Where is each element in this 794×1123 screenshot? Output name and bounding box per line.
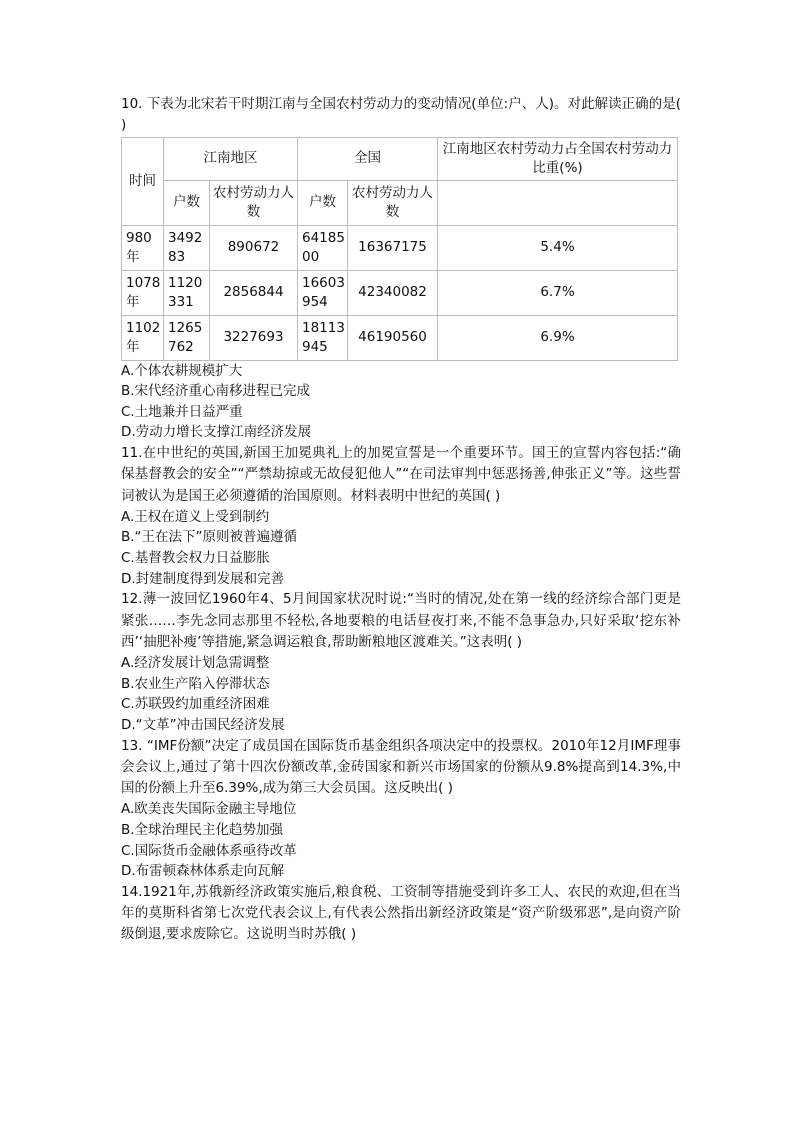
cell-jn-households: 1265762 bbox=[164, 315, 210, 360]
cell-ratio: 6.9% bbox=[438, 315, 678, 360]
labor-table bbox=[121, 137, 678, 361]
option-c: C.苏联毁约加重经济困难 bbox=[121, 696, 270, 713]
subheader-jn-households: 户数 bbox=[164, 180, 210, 225]
cell-ratio: 6.7% bbox=[438, 270, 678, 315]
table-row bbox=[122, 225, 678, 270]
option-c: C.土地兼并日益严重 bbox=[121, 403, 243, 420]
table-row bbox=[122, 270, 678, 315]
question-13-stem: 13. “IMF份额”决定了成员国在国际货币基金组织各项决定中的投票权。2010年12月IMF理事会会议上,通过了第十四次份额改革,金砖国家和新兴市场国家的份额从9.8%提高到14.3%,中国的份额上升至6.39%,成为第三大会员国。这反映出( ) bbox=[121, 737, 681, 797]
cell-time: 1078年 bbox=[122, 270, 164, 315]
option-b: B.农业生产陷入停滞状态 bbox=[121, 675, 270, 692]
cell-nat-labor: 42340082 bbox=[348, 270, 438, 315]
cell-nat-labor: 16367175 bbox=[348, 225, 438, 270]
option-d: D.布雷顿森林体系走向瓦解 bbox=[121, 863, 285, 880]
subheader-nat-labor: 农村劳动力人数 bbox=[348, 180, 438, 225]
question-14-stem: 14.1921年,苏俄新经济政策实施后,粮食税、工资制等措施受到许多工人、农民的欢迎,但在当年的莫斯科省第七次党代表会议上,有代表公然指出新经济政策是“资产阶级邪恶”,是向资产阶级倒退,要求废除它。这说明当时苏俄( ) bbox=[121, 883, 681, 943]
question-10-stem: 10. 下表为北宋若干时期江南与全国农村劳动力的变动情况(单位:户、人)。对此解读正确的是( ) bbox=[121, 96, 681, 134]
cell-nat-households: 18113945 bbox=[298, 315, 348, 360]
subheader-ratio-empty bbox=[438, 180, 678, 225]
option-b: B.“王在法下”原则被普遍遵循 bbox=[121, 529, 298, 546]
table-row bbox=[122, 315, 678, 360]
cell-nat-households: 16603954 bbox=[298, 270, 348, 315]
option-a: A.个体农耕规模扩大 bbox=[121, 362, 243, 379]
subheader-nat-households: 户数 bbox=[298, 180, 348, 225]
header-ratio: 江南地区农村劳动力占全国农村劳动力比重(%) bbox=[438, 137, 678, 180]
cell-nat-labor: 46190560 bbox=[348, 315, 438, 360]
option-c: C.基督教会权力日益膨胀 bbox=[121, 550, 270, 567]
cell-jn-labor: 3227693 bbox=[210, 315, 298, 360]
question-10 bbox=[121, 94, 681, 443]
header-national: 全国 bbox=[298, 137, 438, 180]
cell-jn-labor: 2856844 bbox=[210, 270, 298, 315]
question-12 bbox=[121, 589, 681, 735]
subheader-jn-labor: 农村劳动力人数 bbox=[210, 180, 298, 225]
option-a: A.欧美丧失国际金融主导地位 bbox=[121, 801, 297, 818]
question-11-stem: 11.在中世纪的英国,新国王加冕典礼上的加冕宣誓是一个重要环节。国王的宣誓内容包括:“确保基督教会的安全”“严禁劫掠或无故侵犯他人”“在司法审判中惩恶扬善,伸张正义”等。这些誓词被认为是国王必须遵循的治国原则。材料表明中世纪的英国( ) bbox=[121, 444, 681, 504]
option-c: C.国际货币金融体系亟待改革 bbox=[121, 842, 297, 859]
question-12-stem: 12.薄一波回忆1960年4、5月间国家状况时说:“当时的情况,处在第一线的经济综合部门更是紧张……李先念同志那里不轻松,各地要粮的电话昼夜打来,不能不急事急办,只好采取‘挖东补西’‘抽肥补瘦’等措施,紧急调运粮食,帮助断粮地区渡难关。”这表明( ) bbox=[121, 591, 681, 650]
cell-jn-households: 349283 bbox=[164, 225, 210, 270]
table-header-row bbox=[122, 137, 678, 180]
cell-jn-labor: 890672 bbox=[210, 225, 298, 270]
cell-ratio: 5.4% bbox=[438, 225, 678, 270]
option-a: A.经济发展计划急需调整 bbox=[121, 655, 270, 672]
table-subheader-row bbox=[122, 180, 678, 225]
exam-page bbox=[121, 94, 681, 946]
option-d: D.劳动力增长支撑江南经济发展 bbox=[121, 424, 312, 441]
option-a: A.王权在道义上受到制约 bbox=[121, 508, 270, 525]
question-11 bbox=[121, 443, 681, 589]
header-jiangnan: 江南地区 bbox=[164, 137, 298, 180]
option-b: B.宋代经济重心南移进程已完成 bbox=[121, 383, 311, 400]
option-b: B.全球治理民主化趋势加强 bbox=[121, 821, 284, 838]
cell-time: 1102年 bbox=[122, 315, 164, 360]
question-14 bbox=[121, 882, 681, 946]
header-time: 时间 bbox=[122, 137, 164, 225]
question-13 bbox=[121, 736, 681, 882]
option-d: D.封建制度得到发展和完善 bbox=[121, 570, 285, 587]
cell-nat-households: 6418500 bbox=[298, 225, 348, 270]
option-d: D.“文革”冲击国民经济发展 bbox=[121, 716, 285, 733]
cell-jn-households: 1120331 bbox=[164, 270, 210, 315]
cell-time: 980年 bbox=[122, 225, 164, 270]
